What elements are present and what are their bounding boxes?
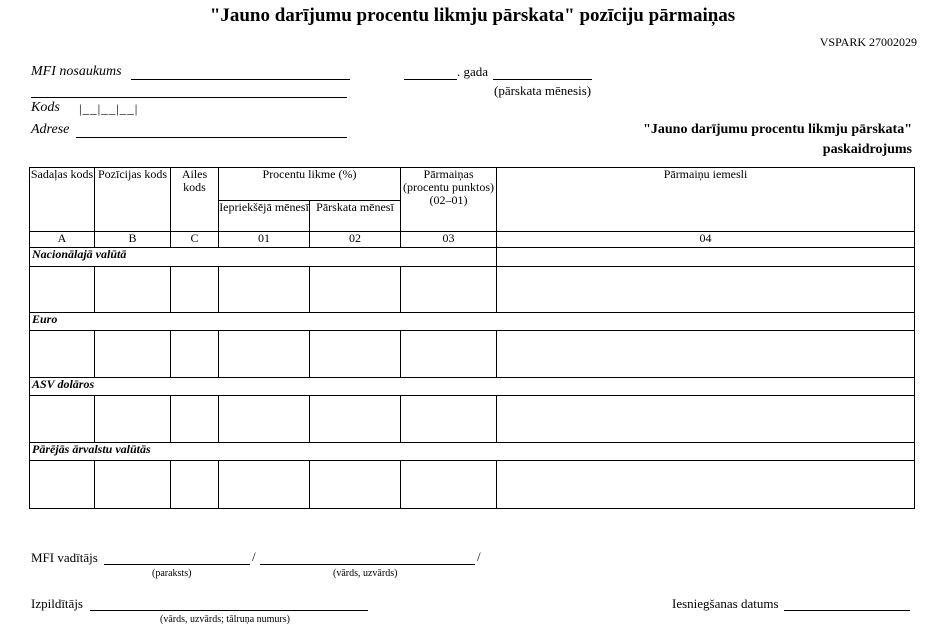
input-cell[interactable] <box>497 331 915 378</box>
code-label: Kods <box>31 100 60 115</box>
executor-note: (vārds, uzvārds; tālruņa numurs) <box>160 614 290 625</box>
period-note: (pārskata mēnesis) <box>494 83 592 98</box>
address-label: Adrese <box>31 122 70 137</box>
changes-table <box>29 167 915 509</box>
input-cell[interactable] <box>30 461 95 509</box>
input-cell[interactable] <box>171 331 219 378</box>
input-cell[interactable] <box>401 331 497 378</box>
slash-1: / <box>252 549 256 564</box>
address-field[interactable] <box>76 137 347 138</box>
input-cell[interactable] <box>171 461 219 509</box>
head-signature-field[interactable] <box>104 564 250 565</box>
input-cell[interactable] <box>310 331 401 378</box>
header-section-code: Sadaļas kods <box>30 168 95 232</box>
input-cell[interactable] <box>401 267 497 313</box>
input-cell[interactable] <box>95 331 171 378</box>
year-field[interactable] <box>404 79 457 80</box>
slash-2: / <box>477 549 481 564</box>
header-position-code: Pozīcijas kods <box>95 168 171 232</box>
form-title: "Jauno darījumu procentu likmju pārskata" pozīciju pārmaiņas <box>209 5 736 26</box>
date-label: Iesniegšanas datums <box>672 596 779 611</box>
input-cell[interactable] <box>401 461 497 509</box>
period-field[interactable] <box>493 79 592 80</box>
input-cell[interactable] <box>497 461 915 509</box>
input-cell[interactable] <box>219 267 310 313</box>
input-cell[interactable] <box>497 396 915 443</box>
mfi-name-field-line2[interactable] <box>31 97 347 98</box>
header-reasons: Pārmaiņu iemesli <box>497 168 915 232</box>
input-cell[interactable] <box>95 396 171 443</box>
form-code: VSPARK 27002029 <box>819 35 917 49</box>
input-cell[interactable] <box>95 267 171 313</box>
code-boxes[interactable]: |__|__|__| <box>79 101 139 116</box>
code-cell: 02 <box>310 232 401 248</box>
input-cell[interactable] <box>310 461 401 509</box>
input-cell[interactable] <box>171 396 219 443</box>
section-spacer <box>497 248 915 267</box>
mfi-name-field[interactable] <box>131 79 350 80</box>
explanation-title-line1: "Jauno darījumu procentu likmju pārskata" <box>643 122 912 137</box>
header-rate-previous: Iepriekšējā mēnesī <box>219 201 310 232</box>
input-cell[interactable] <box>219 461 310 509</box>
head-name-field[interactable] <box>260 564 475 565</box>
executor-field[interactable] <box>90 610 368 611</box>
year-label: . gada <box>457 64 489 79</box>
code-cell: 03 <box>401 232 497 248</box>
section-national-currency: Nacionālajā valūtā <box>30 248 497 267</box>
code-cell: B <box>95 232 171 248</box>
input-cell[interactable] <box>95 461 171 509</box>
head-label: MFI vadītājs <box>31 550 98 565</box>
input-cell[interactable] <box>219 331 310 378</box>
code-cell: 04 <box>497 232 915 248</box>
input-cell[interactable] <box>30 267 95 313</box>
input-cell[interactable] <box>30 396 95 443</box>
section-usd: ASV dolāros <box>30 378 915 396</box>
name-note: (vārds, uzvārds) <box>333 568 398 579</box>
code-cell: C <box>171 232 219 248</box>
signature-note: (paraksts) <box>152 568 192 579</box>
input-cell[interactable] <box>310 267 401 313</box>
input-cell[interactable] <box>171 267 219 313</box>
code-cell: 01 <box>219 232 310 248</box>
input-cell[interactable] <box>401 396 497 443</box>
section-euro: Euro <box>30 313 915 331</box>
header-column-code: Ailes kods <box>171 168 219 232</box>
code-cell: A <box>30 232 95 248</box>
executor-label: Izpildītājs <box>31 596 83 611</box>
input-cell[interactable] <box>219 396 310 443</box>
section-other-currencies: Pārējās ārvalstu valūtās <box>30 443 915 461</box>
input-cell[interactable] <box>497 267 915 313</box>
header-interest-rate: Procentu likme (%) <box>219 168 401 201</box>
header-rate-report: Pārskata mēnesī <box>310 201 401 232</box>
date-field[interactable] <box>784 610 910 611</box>
mfi-name-label: MFI nosaukums <box>31 64 122 79</box>
input-cell[interactable] <box>310 396 401 443</box>
input-cell[interactable] <box>30 331 95 378</box>
header-change: Pārmaiņas (procentu punktos) (02–01) <box>401 168 497 232</box>
explanation-title-line2: paskaidrojums <box>822 142 912 157</box>
